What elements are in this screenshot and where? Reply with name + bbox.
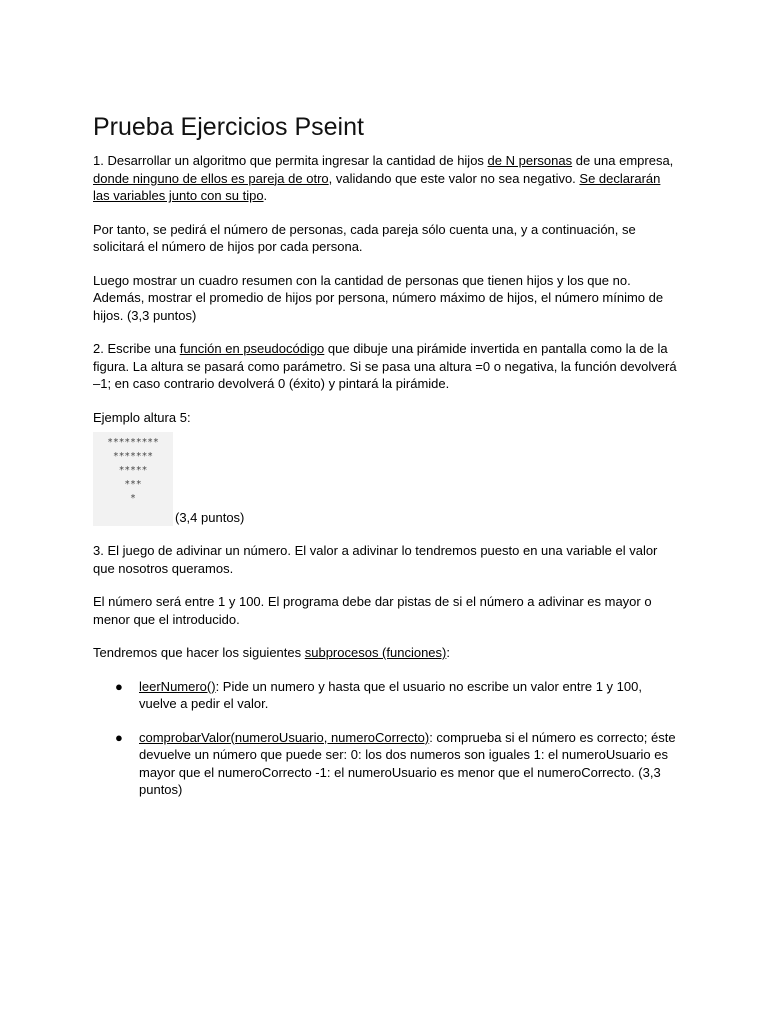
underlined-text: subprocesos (funciones)	[304, 645, 447, 660]
document-body	[93, 112, 678, 815]
text-run: .	[263, 188, 268, 203]
text-run: 2. Escribe una	[93, 341, 180, 356]
list-item	[93, 678, 678, 713]
exercise-3-paragraph-3	[93, 644, 678, 662]
list-item-text: : comprueba si el número es correcto; éste devuelve un número que puede ser: 0: los dos numeros son iguales 1: el numeroUsuario es mayor que el numeroCorrecto -1: el numeroUsuario es menor que el numeroCorrecto. (3,3 puntos)	[139, 729, 676, 797]
exercise-3-paragraph-2: El número será entre 1 y 100. El programa debe dar pistas de si el número a adivinar es mayor o menor que el introducido.	[93, 594, 652, 627]
subprocess-list	[93, 678, 678, 799]
text-run: :	[446, 645, 450, 660]
pyramid-example-row	[93, 432, 678, 526]
pyramid-line: *****	[118, 465, 148, 476]
exercise-2-points: (3,4 puntos)	[175, 509, 245, 525]
exercise-3-paragraph: 3. El juego de adivinar un número. El valor a adivinar lo tendremos puesto en una variable el valor que nosotros queramos.	[93, 543, 658, 576]
example-label: Ejemplo altura 5:	[93, 409, 191, 425]
pyramid-line: *********	[107, 437, 159, 448]
pyramid-figure	[93, 432, 173, 526]
bullet-icon: ●	[115, 678, 123, 694]
pyramid-line: ***	[124, 479, 142, 490]
exercise-1-paragraph	[93, 152, 678, 205]
pyramid-line: *	[130, 493, 136, 504]
underlined-text: de N personas	[487, 153, 573, 168]
document-title: Prueba Ejercicios Pseint	[93, 113, 364, 141]
pyramid-line: *******	[112, 451, 154, 462]
function-name: comprobarValor(numeroUsuario, numeroCorrecto)	[139, 729, 430, 745]
text-run: , validando que este valor no sea negativo.	[328, 170, 580, 186]
list-item-text: : Pide un numero y hasta que el usuario no escribe un valor entre 1 y 100, vuelve a pedir el valor.	[139, 678, 642, 711]
function-name: leerNumero()	[139, 678, 216, 694]
underlined-text: Se declararán las variables junto con su tipo	[93, 170, 661, 203]
exercise-1-paragraph-2: Por tanto, se pedirá el número de personas, cada pareja sólo cuenta una, y a continuación, se solicitará el número de hijos por cada persona.	[93, 221, 636, 254]
text-run: que dibuje una pirámide invertida en pantalla como la de la figura. La altura se pasará como parámetro. Si se pasa una altura =0 o negativa, la función devolverá –1; en caso contrario devolverá 0 (éxito) y pintará la pirámide.	[93, 341, 677, 391]
list-item	[93, 729, 678, 799]
exercise-2-paragraph	[93, 340, 678, 393]
bullet-icon: ●	[115, 729, 123, 745]
underlined-text: función en pseudocódigo	[179, 341, 325, 356]
underlined-text: donde ninguno de ellos es pareja de otro	[93, 170, 329, 186]
text-run: de una empresa,	[572, 153, 674, 168]
text-run: Tendremos que hacer los siguientes	[93, 645, 305, 660]
exercise-1-paragraph-3: Luego mostrar un cuadro resumen con la cantidad de personas que tienen hijos y los que no. Además, mostrar el promedio de hijos por persona, número máximo de hijos, el número mínimo de hijos. (3,3 puntos)	[93, 272, 664, 323]
text-run: 1. Desarrollar un algoritmo que permita ingresar la cantidad de hijos	[93, 153, 488, 168]
